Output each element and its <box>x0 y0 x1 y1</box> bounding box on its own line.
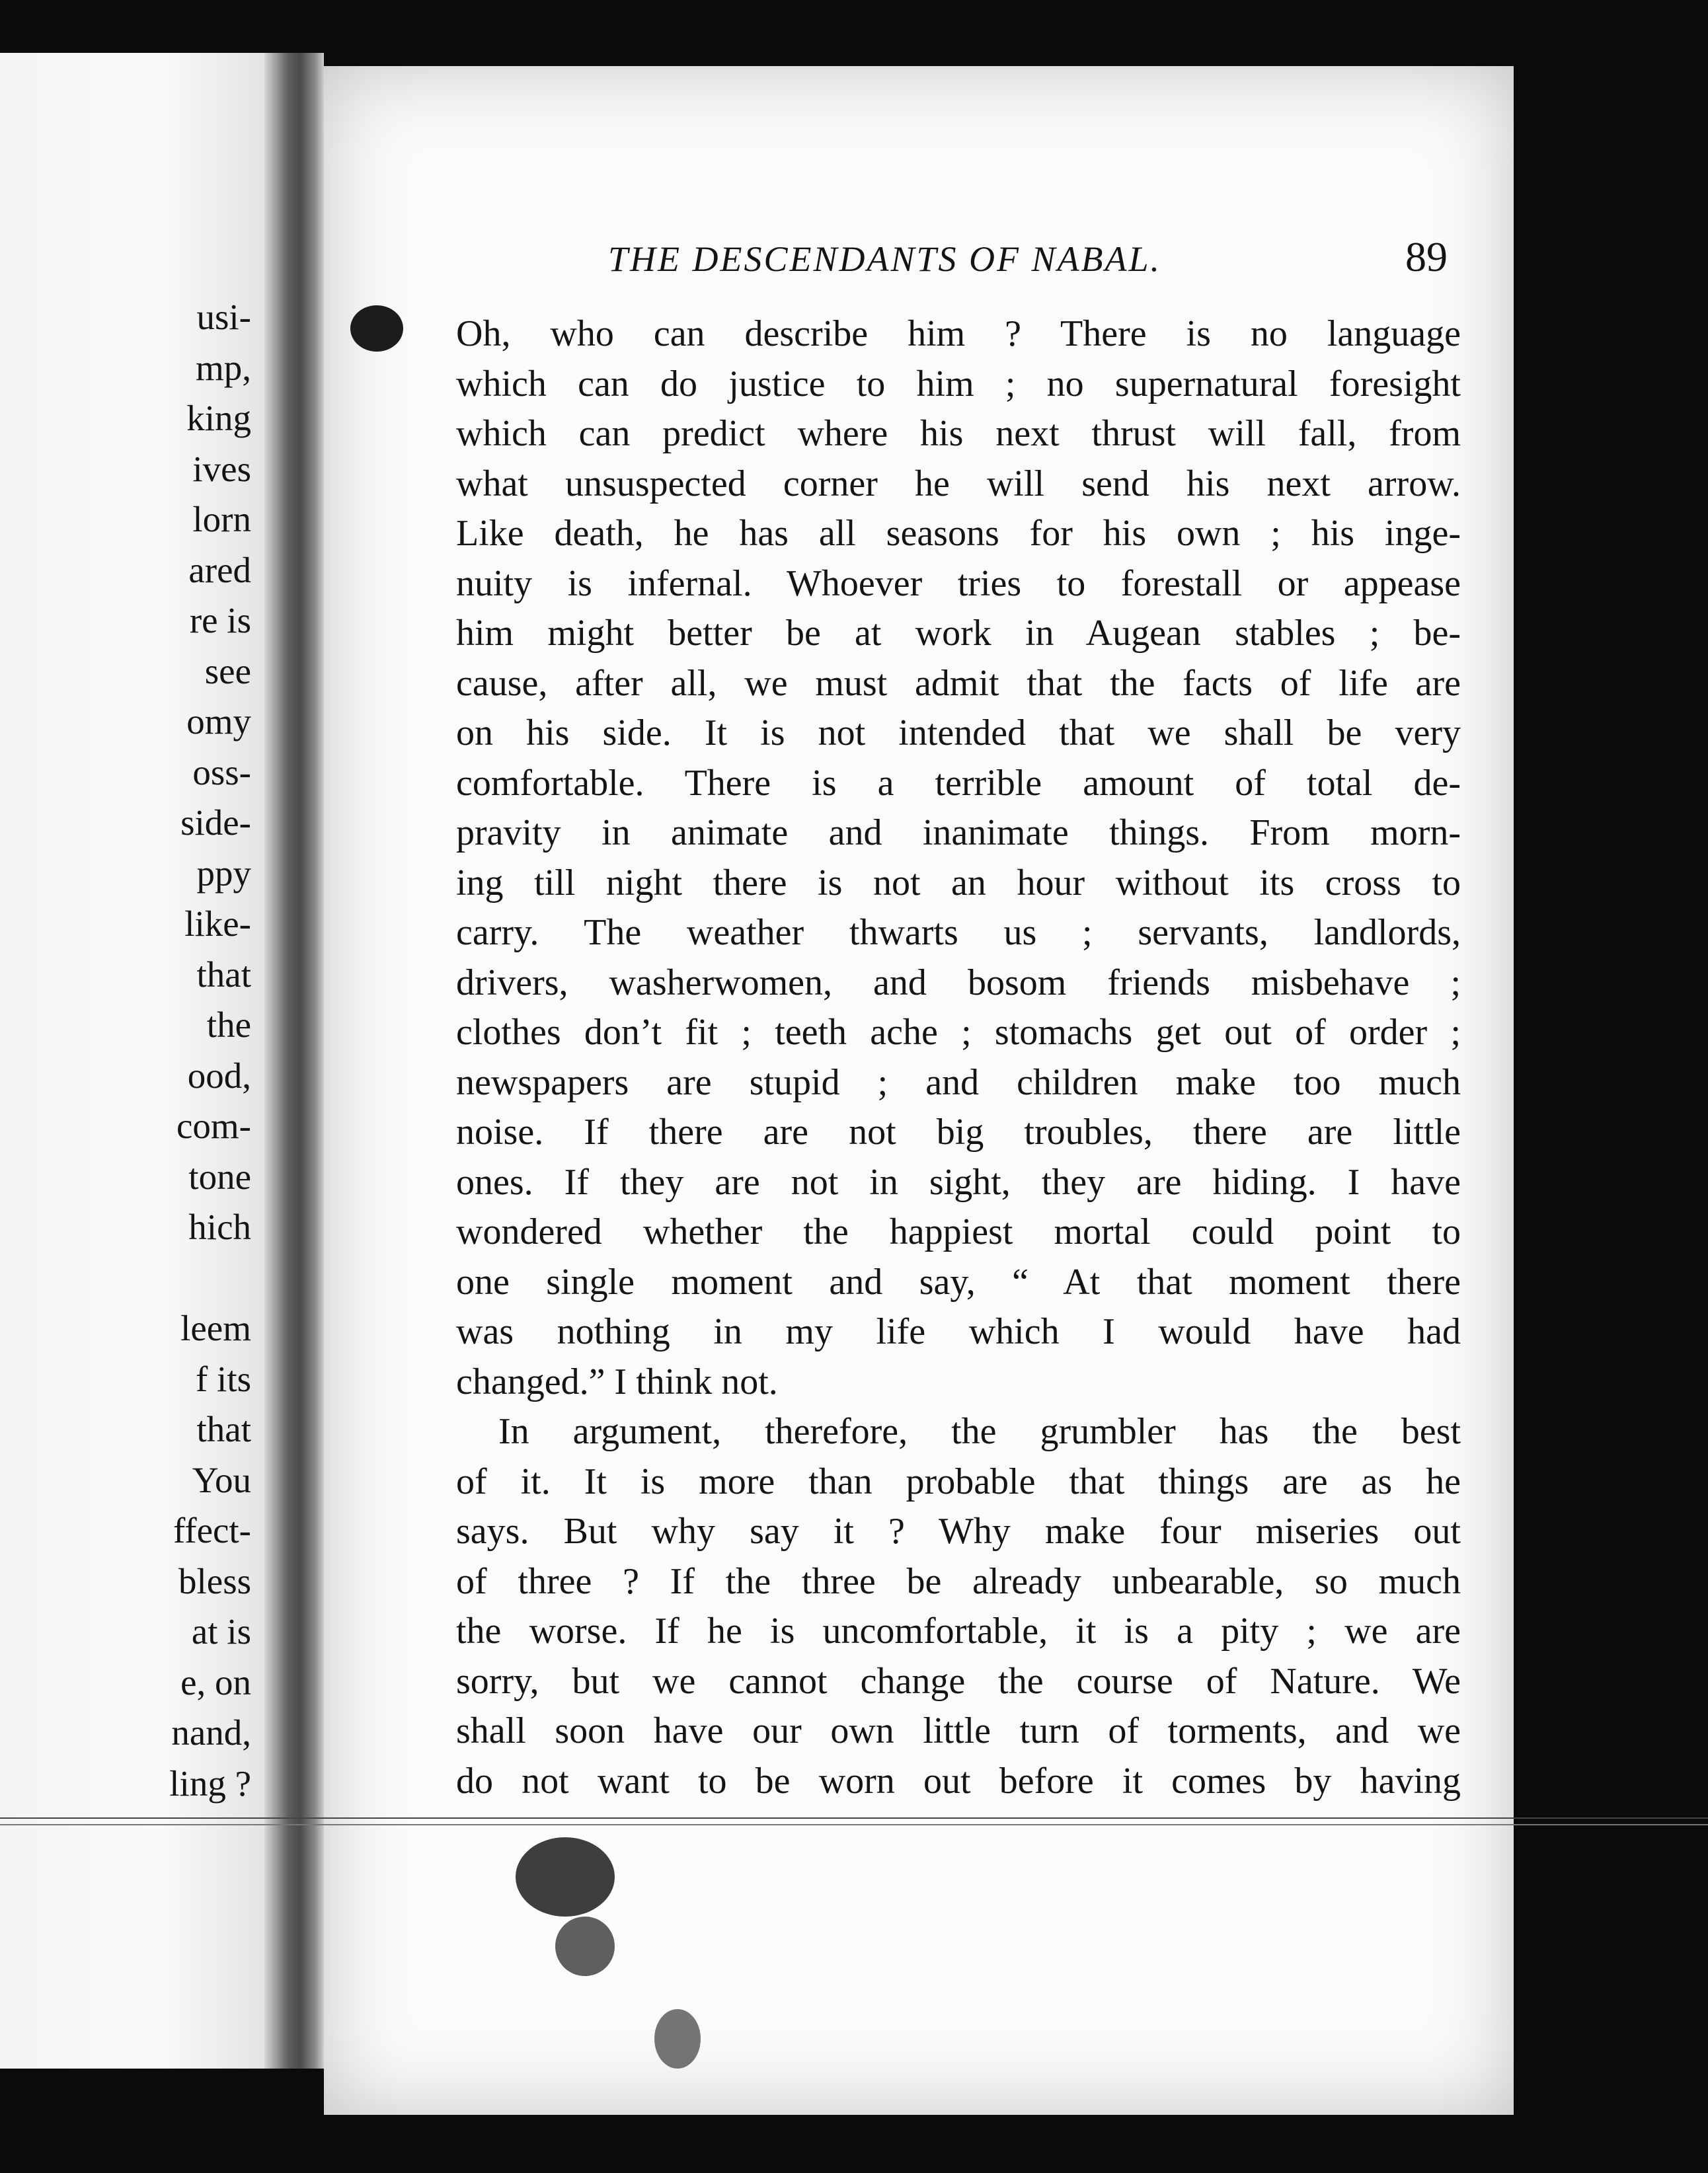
ink-blot <box>516 1837 615 1917</box>
book-gutter <box>264 53 324 2069</box>
text-line: of three ? If the three be already unbearable, so much <box>456 1560 1461 1602</box>
text-line: shall soon have our own little turn of torments, and we <box>456 1710 1461 1751</box>
left-line: mp, <box>195 347 251 388</box>
left-line: see <box>204 650 251 691</box>
running-head: THE DESCENDANTS OF NABAL. <box>608 239 1162 279</box>
paragraph-gap <box>0 1253 251 1304</box>
page-body-text <box>456 309 1461 1806</box>
left-line: leem <box>180 1308 251 1348</box>
text-line: him might better be at work in Augean stables ; be- <box>456 613 1461 654</box>
page-header <box>608 233 1448 286</box>
left-line: ared <box>188 549 251 590</box>
text-line: what unsuspected corner he will send his next arrow. <box>456 463 1461 504</box>
text-line: which can predict where his next thrust will fall, from <box>456 413 1461 454</box>
text-line: carry. The weather thwarts us ; servants, landlords, <box>456 912 1461 953</box>
left-line: the <box>206 1005 251 1045</box>
left-line: ood, <box>187 1055 251 1096</box>
text-line: wondered whether the happiest mortal could point to <box>456 1211 1461 1252</box>
left-line: hich <box>188 1207 251 1247</box>
text-line: says. But why say it ? Why make four miseries out <box>456 1511 1461 1552</box>
text-line: noise. If there are not big troubles, there are little <box>456 1112 1461 1153</box>
text-line: Oh, who can describe him ? There is no language <box>456 313 1461 354</box>
left-line: e, on <box>180 1661 251 1702</box>
left-line: f its <box>195 1358 251 1399</box>
left-line: ling ? <box>169 1763 251 1804</box>
left-line: like- <box>184 903 251 944</box>
left-line: lorn <box>192 499 251 539</box>
text-line: do not want to be worn out before it comes by having <box>456 1760 1461 1802</box>
left-line: omy <box>186 701 251 742</box>
text-line: changed.” I think not. <box>456 1361 778 1402</box>
left-line: com- <box>176 1106 251 1146</box>
ink-blot <box>350 305 403 352</box>
text-line: on his side. It is not intended that we shall be very <box>456 712 1461 753</box>
left-facing-page <box>0 53 264 2069</box>
left-line: tone <box>188 1156 251 1197</box>
left-line: bless <box>178 1560 251 1601</box>
left-line: that <box>196 1409 251 1449</box>
left-line: at is <box>191 1611 251 1652</box>
left-line: that <box>196 954 251 995</box>
text-line: In argument, therefore, the grumbler has the best <box>498 1411 1461 1452</box>
left-line: nand, <box>171 1712 251 1753</box>
left-line: usi- <box>196 297 251 337</box>
left-line: oss- <box>192 751 251 792</box>
text-line: was nothing in my life which I would have had <box>456 1311 1461 1352</box>
left-line: ives <box>192 448 251 489</box>
text-line: drivers, washerwomen, and bosom friends misbehave ; <box>456 962 1461 1003</box>
left-line: re is <box>189 600 251 640</box>
text-line: newspapers are stupid ; and children make too much <box>456 1061 1461 1103</box>
text-line: sorry, but we cannot change the course of Nature. We <box>456 1660 1461 1702</box>
scanner-rule-line <box>0 1817 1708 1825</box>
text-line: ones. If they are not in sight, they are hiding. I have <box>456 1161 1461 1203</box>
left-line: side- <box>180 802 251 843</box>
left-line: You <box>192 1459 251 1500</box>
text-line: cause, after all, we must admit that the facts of life are <box>456 662 1461 704</box>
text-line: ing till night there is not an hour without its cross to <box>456 862 1461 903</box>
text-line: which can do justice to him ; no supernatural foresight <box>456 363 1461 404</box>
text-line: the worse. If he is uncomfortable, it is a pity ; we are <box>456 1611 1461 1652</box>
page-number: 89 <box>1405 233 1448 280</box>
text-line: comfortable. There is a terrible amount of total de- <box>456 762 1461 804</box>
left-line: ffect- <box>173 1510 251 1550</box>
text-line: Like death, he has all seasons for his own ; his inge- <box>456 513 1461 554</box>
ink-blot <box>654 2009 701 2069</box>
text-line: clothes don’t fit ; teeth ache ; stomachs get out of order ; <box>456 1012 1461 1053</box>
left-page-text <box>0 292 251 1809</box>
ink-blot <box>555 1917 615 1976</box>
text-line: nuity is infernal. Whoever tries to forestall or appease <box>456 562 1461 604</box>
left-line: king <box>186 398 251 438</box>
text-line: one single moment and say, “ At that moment there <box>456 1261 1461 1303</box>
text-line: of it. It is more than probable that things are as he <box>456 1461 1461 1502</box>
left-line: ppy <box>196 853 251 894</box>
text-line: pravity in animate and inanimate things. From morn- <box>456 812 1461 853</box>
